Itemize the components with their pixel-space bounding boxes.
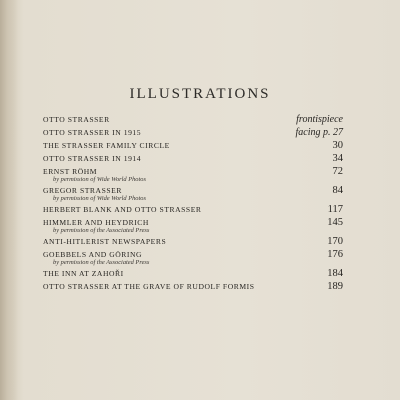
entry-page: 84 xyxy=(332,185,343,196)
entry-page: 72 xyxy=(332,166,343,177)
entry-page: 176 xyxy=(327,249,343,260)
entry-page: frontispiece xyxy=(296,114,343,125)
entry-credit: by permission of the Associated Press xyxy=(53,259,150,266)
entry-title: HIMMLER AND HEYDRICH xyxy=(43,218,149,227)
list-item xyxy=(43,153,343,164)
page-gutter-shadow xyxy=(0,0,18,400)
entry-title: OTTO STRASSER xyxy=(43,115,110,124)
entry-page: 184 xyxy=(327,268,343,279)
entry-page: 117 xyxy=(327,204,343,215)
page-heading: ILLUSTRATIONS xyxy=(129,86,271,102)
entry-page: 30 xyxy=(332,140,343,151)
entry-credit: by permission of Wide World Photos xyxy=(53,176,146,183)
entry-title: HERBERT BLANK AND OTTO STRASSER xyxy=(43,205,202,214)
list-item xyxy=(43,127,343,138)
entry-title: GOEBBELS AND GÖRING xyxy=(43,250,143,259)
entry-credit: by permission of the Associated Press xyxy=(53,227,150,234)
illustrations-list xyxy=(43,114,343,294)
list-item xyxy=(43,249,343,266)
entry-title: GREGOR STRASSER xyxy=(43,186,122,195)
entry-title: OTTO STRASSER IN 1915 xyxy=(43,128,142,137)
entry-title: THE INN AT ZAHOŘI xyxy=(43,269,124,278)
entry-title: OTTO STRASSER IN 1914 xyxy=(43,154,142,163)
entry-credit: by permission of Wide World Photos xyxy=(53,195,146,202)
list-item xyxy=(43,236,343,247)
entry-page: facing p. 27 xyxy=(295,127,343,138)
list-item xyxy=(43,185,343,202)
entry-title: OTTO STRASSER AT THE GRAVE OF RUDOLF FORMIS xyxy=(43,282,255,291)
list-item xyxy=(43,140,343,151)
list-item xyxy=(43,268,343,279)
entry-page: 145 xyxy=(327,217,343,228)
entry-title: ANTI-HITLERIST NEWSPAPERS xyxy=(43,237,167,246)
entry-page: 170 xyxy=(327,236,343,247)
entry-title: THE STRASSER FAMILY CIRCLE xyxy=(43,141,170,150)
list-item xyxy=(43,217,343,234)
entry-title: ERNST RÖHM xyxy=(43,167,98,176)
list-item xyxy=(43,281,343,292)
entry-page: 189 xyxy=(327,281,343,292)
list-item xyxy=(43,114,343,125)
entry-page: 34 xyxy=(332,153,343,164)
list-item xyxy=(43,166,343,183)
list-item xyxy=(43,204,343,215)
